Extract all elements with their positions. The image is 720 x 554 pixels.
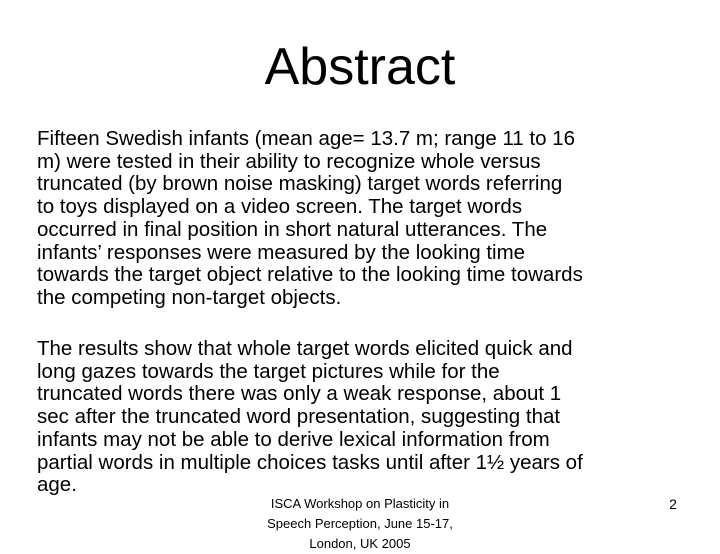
paragraph-line: age.	[37, 473, 77, 497]
paragraph-line: occurred in final position in short natural utterances. The	[37, 217, 548, 241]
paragraph-line: sec after the truncated word presentation, suggesting that	[37, 405, 561, 429]
paragraph-line: Fifteen Swedish infants (mean age= 13.7 m; range 11 to 16	[37, 127, 576, 150]
paragraph-line: towards the target object relative to the looking time towards	[37, 263, 583, 287]
slide-footer	[252, 494, 468, 554]
slide-title: Abstract	[264, 38, 456, 96]
paragraph-line: m) were tested in their ability to recognize whole versus	[37, 149, 541, 173]
footer-line: London, UK 2005	[309, 536, 411, 551]
page-number: 2	[669, 496, 677, 512]
paragraph-line: long gazes towards the target pictures while for the	[37, 359, 500, 383]
paragraph-line: to toys displayed on a video screen. The target words	[37, 195, 523, 219]
paragraph-line: truncated (by brown noise masking) target words referring	[37, 172, 563, 196]
footer-line: ISCA Workshop on Plasticity in	[270, 496, 450, 511]
paragraph-line: The results show that whole target words elicited quick and	[37, 337, 573, 360]
paragraph-line: infants may not be able to derive lexical information from	[37, 427, 550, 451]
paragraph-line: infants’ responses were measured by the looking time	[37, 240, 526, 264]
paragraph-line: the competing non-target objects.	[37, 285, 342, 309]
abstract-paragraph-1	[37, 128, 685, 310]
paragraph-line: truncated words there was only a weak response, about 1	[37, 382, 562, 406]
paragraph-line: partial words in multiple choices tasks until after 1½ years of	[37, 450, 583, 474]
abstract-paragraph-2	[37, 338, 685, 497]
footer-line: Speech Perception, June 15-17,	[267, 516, 453, 531]
